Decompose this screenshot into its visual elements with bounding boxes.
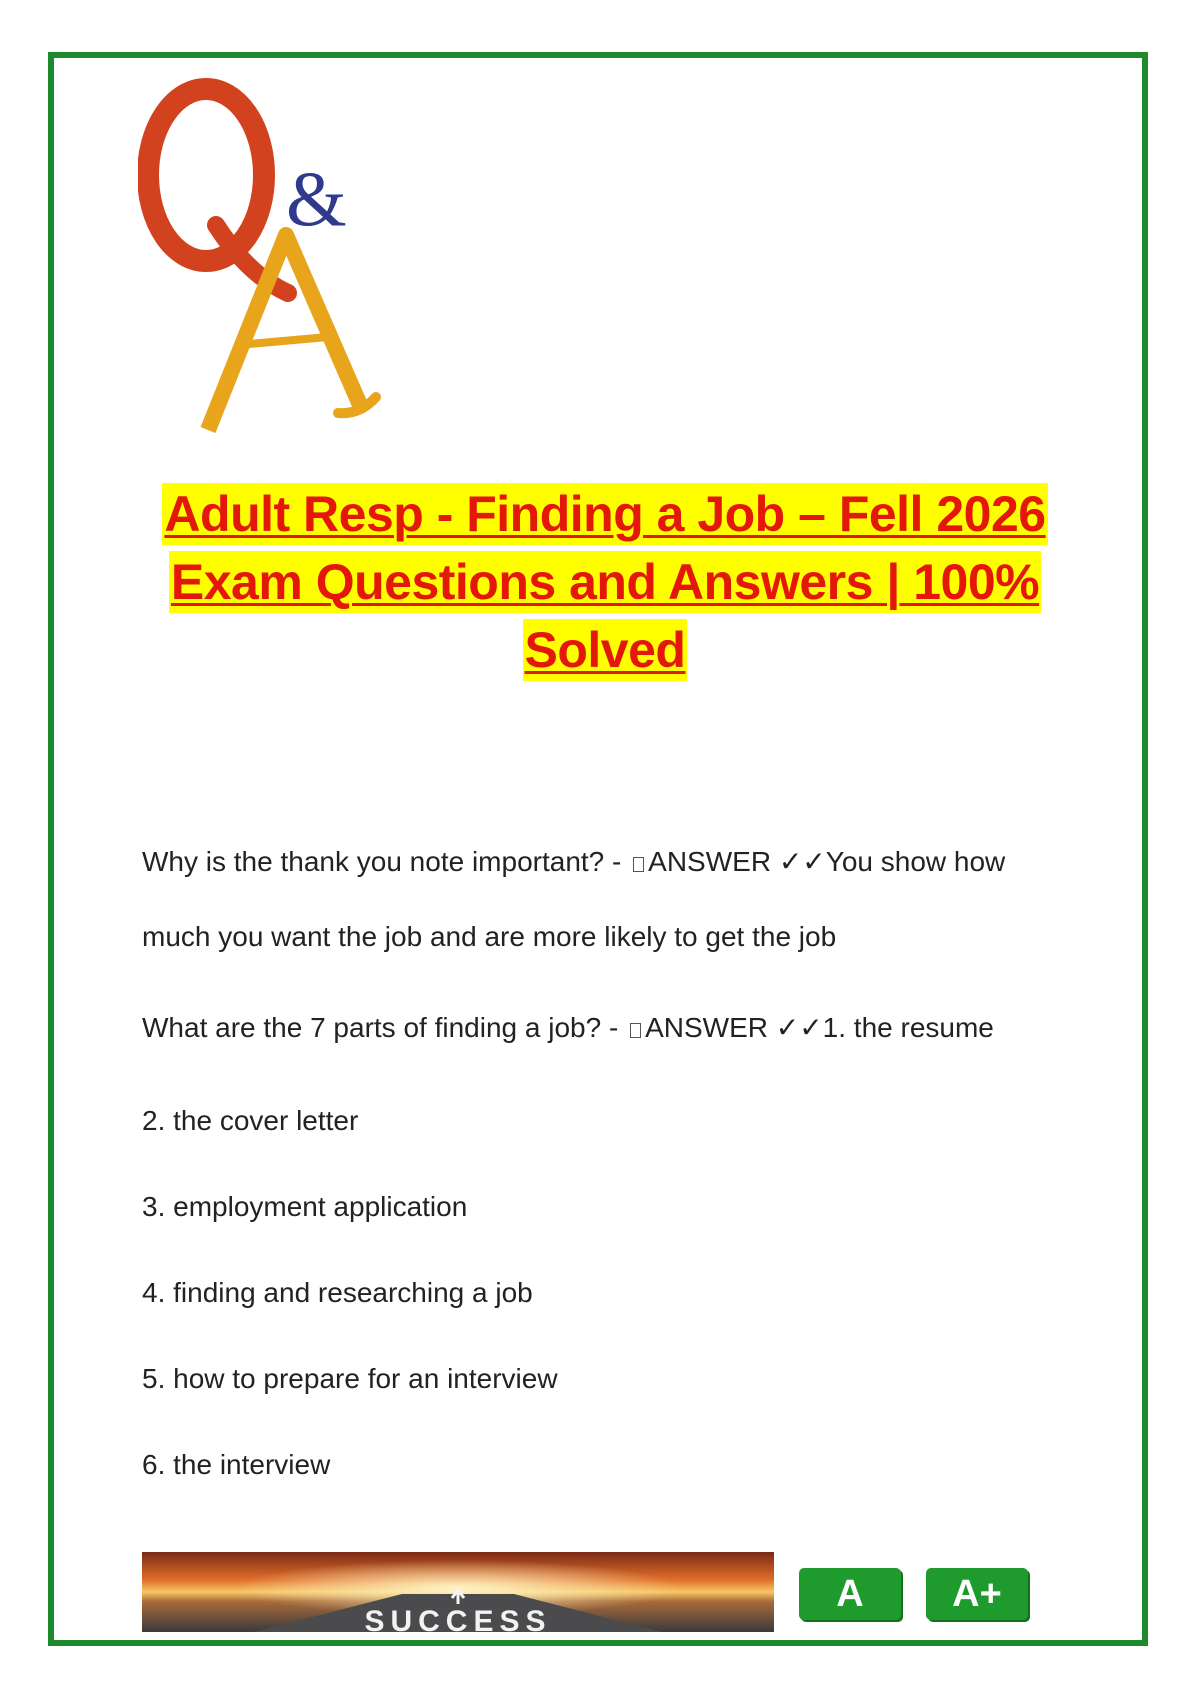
qa-logo [138,75,418,475]
question-2-text: What are the 7 parts of finding a job? - [142,1012,619,1043]
missing-glyph-icon [630,1023,641,1038]
list-item: 4. finding and researching a job [142,1277,533,1308]
success-banner-word: SUCCESS [364,1605,552,1632]
question-2 [142,1011,994,1044]
document-title [150,480,1060,684]
title-line-1: Adult Resp - Finding a Job – Fell 2026 [162,483,1047,545]
missing-glyph-icon [633,857,644,872]
list-item: 2. the cover letter [142,1105,359,1136]
list-item: 3. employment application [142,1191,468,1222]
success-road-banner [142,1552,774,1632]
question-1-answer: ANSWER ✓✓You show how [648,846,1006,877]
question-2-answer: ANSWER ✓✓1. the resume [645,1012,994,1043]
question-1-text: Why is the thank you note important? - [142,846,622,877]
list-item: 5. how to prepare for an interview [142,1363,558,1394]
logo-q-ring [148,89,264,261]
title-line-3: Solved [523,619,688,681]
success-road-image [142,1552,774,1632]
list-item: 6. the interview [142,1449,331,1480]
qa-logo-graphic [138,75,418,475]
grade-a-plus-badge: A+ [926,1568,1028,1620]
answer-1-continuation: much you want the job and are more likely to get the job [142,921,837,952]
title-line-2: Exam Questions and Answers | 100% [169,551,1041,613]
question-1 [142,845,1005,878]
grade-a-badge: A [799,1568,901,1620]
logo-ampersand: & [286,155,347,242]
